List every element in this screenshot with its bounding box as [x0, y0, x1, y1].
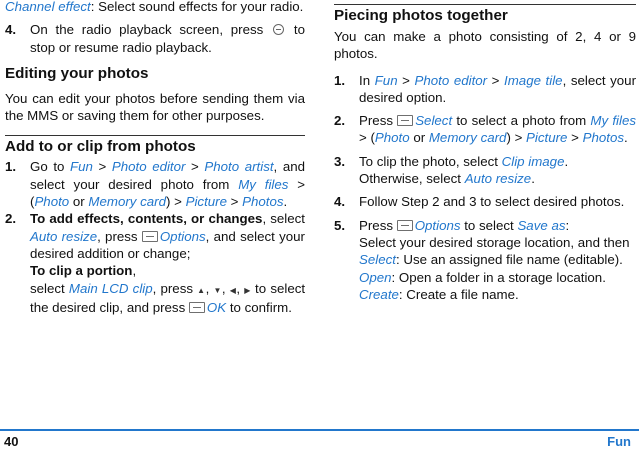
softkey-icon	[189, 302, 205, 313]
menu-photo-editor: Photo editor	[414, 72, 488, 88]
arrow-right-icon: ▶	[244, 285, 251, 295]
menu-save-as: Save as	[517, 217, 566, 233]
menu-fun: Fun	[374, 72, 398, 88]
arrow-down-icon: ▼	[213, 285, 222, 295]
right-column	[334, 6, 636, 303]
add-step-1: 1. Go to Fun > Photo editor > Photo artist, and select your desired photo from My files > (Photo or Memory card) > Picture > Photos.	[5, 159, 306, 210]
menu-my-files: My files	[238, 176, 289, 192]
menu-my-files: My files	[590, 113, 636, 129]
radio-step-4: 4. On the radio playback screen, press to stop or resume radio playback.	[5, 22, 305, 55]
piecing-description: You can make a photo consisting of 2, 4 or 9 photos.	[334, 29, 636, 62]
menu-picture: Picture	[526, 130, 568, 146]
softkey-select: Select	[415, 113, 453, 129]
footer-rule	[0, 429, 639, 431]
piece-step-2: 2. Press Select to select a photo from My files > (Photo or Memory card) > Picture > Photos.	[334, 113, 636, 146]
heading-editing-photos: Editing your photos	[5, 64, 149, 82]
softkey-icon	[397, 220, 413, 231]
left-column	[5, 0, 305, 316]
arrow-up-icon: ▲	[197, 285, 206, 295]
footer-section-title: Fun	[607, 434, 631, 449]
piece-step-5: 5. Press Options to select Save as: Select your desired storage location, and then Select: Use an assigned file name (editable). Open: Open a folder in a storage location. Create: Create a file name.	[334, 217, 630, 302]
add-step-2: 2. To add effects, contents, or changes, select Auto resize, press Options, and select your desired addition or change; To clip a portion, select Main LCD clip, press ▲, ▼, ◀, ▶ to select the desired clip, and press OK to confirm.	[5, 211, 306, 315]
menu-fun: Fun	[70, 159, 93, 175]
editing-description: You can edit your photos before sending them via the MMS or saving them for other purposes.	[5, 90, 305, 124]
heading-add-clip: Add to or clip from photos	[5, 138, 196, 156]
menu-photos: Photos	[242, 194, 284, 210]
menu-photo-editor: Photo editor	[111, 159, 186, 175]
menu-main-lcd-clip: Main LCD clip	[68, 280, 153, 296]
piece-step-3: 3. To clip the photo, select Clip image. Otherwise, select Auto resize.	[334, 153, 569, 187]
menu-image-tile: Image tile	[504, 72, 563, 88]
menu-auto-resize: Auto resize	[464, 171, 532, 187]
menu-memory-card: Memory card	[428, 130, 507, 146]
page-number: 40	[4, 434, 19, 449]
center-key-icon	[273, 24, 284, 35]
channel-effect-term: Channel effect	[5, 0, 91, 14]
arrow-left-icon: ◀	[229, 285, 237, 295]
piece-step-1: 1. In Fun > Photo editor > Image tile, select your desired option.	[334, 72, 637, 105]
menu-photo: Photo	[34, 194, 70, 210]
softkey-icon	[142, 231, 158, 242]
menu-photos: Photos	[582, 130, 624, 146]
section-divider	[5, 135, 305, 136]
menu-photo-artist: Photo artist	[204, 159, 274, 175]
menu-clip-image: Clip image	[501, 153, 565, 169]
option-select: Select	[359, 252, 396, 268]
option-create: Create	[359, 286, 399, 302]
piece-step-4: 4. Follow Step 2 and 3 to select desired photos.	[334, 194, 625, 210]
menu-memory-card: Memory card	[88, 194, 166, 210]
right-top-rule	[334, 4, 636, 5]
channel-effect-paragraph: Channel effect: Select sound effects for your radio.	[5, 0, 304, 14]
menu-photo: Photo	[374, 130, 410, 146]
menu-picture: Picture	[185, 194, 227, 210]
softkey-options: Options	[414, 217, 461, 233]
softkey-ok: OK	[206, 299, 227, 315]
heading-piecing-photos: Piecing photos together	[334, 7, 508, 24]
option-open: Open	[359, 269, 392, 285]
softkey-icon	[397, 115, 413, 126]
softkey-options: Options	[159, 228, 206, 244]
menu-auto-resize: Auto resize	[30, 228, 98, 244]
